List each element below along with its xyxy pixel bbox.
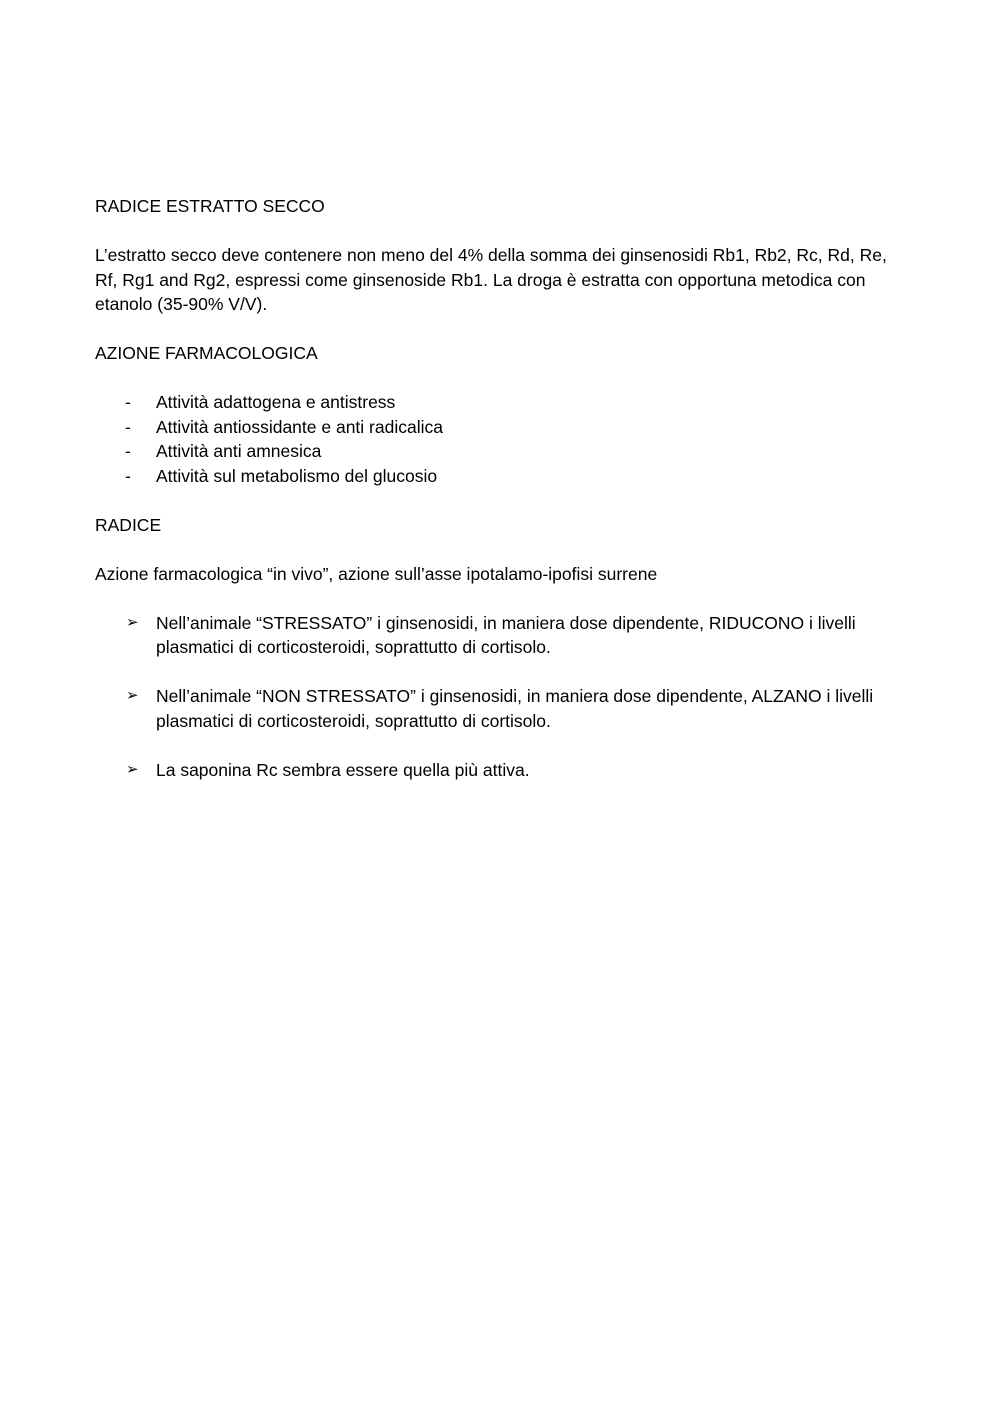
findings-list xyxy=(95,611,905,783)
list-item xyxy=(95,439,905,464)
list-item xyxy=(95,390,905,415)
list-item-text: Nell’animale “NON STRESSATO” i ginsenosidi, in maniera dose dipendente, ALZANO i livelli plasmatici di corticosteroidi, soprattutto di cortisolo. xyxy=(156,686,874,731)
section-heading-radice: RADICE xyxy=(95,514,162,535)
paragraph-estratto-secco: L’estratto secco deve contenere non meno del 4% della somma dei ginsenosidi Rb1, Rb2, Rc, Rd, Re, Rf, Rg1 and Rg2, espressi come ginsenoside Rb1. La droga è estratta con opportuna metodica con etanolo (35-90% V/V). xyxy=(95,245,887,314)
spacer xyxy=(95,219,905,244)
arrow-bullet-icon: ➢ xyxy=(126,760,139,778)
list-item-text: Attività anti amnesica xyxy=(156,441,322,461)
spacer xyxy=(95,586,905,611)
list-item xyxy=(95,415,905,440)
dash-bullet-icon: - xyxy=(125,392,131,412)
spacer xyxy=(95,488,905,513)
spacer xyxy=(95,366,905,391)
arrow-bullet-icon: ➢ xyxy=(126,613,139,631)
list-item xyxy=(95,611,905,660)
section-heading-radice-estratto-secco: RADICE ESTRATTO SECCO xyxy=(95,196,325,216)
list-item-text: Attività adattogena e antistress xyxy=(156,392,396,412)
list-item-text: Attività antiossidante e anti radicalica xyxy=(156,416,443,437)
list-item-text: Attività sul metabolismo del glucosio xyxy=(156,465,438,486)
activities-list xyxy=(95,390,905,488)
section-heading-azione-farmacologica: AZIONE FARMACOLOGICA xyxy=(95,343,318,363)
arrow-bullet-icon: ➢ xyxy=(126,687,139,704)
paragraph-azione-in-vivo: Azione farmacologica “in vivo”, azione sull’asse ipotalamo-ipofisi surrene xyxy=(95,563,658,584)
document-body xyxy=(95,194,905,782)
dash-bullet-icon: - xyxy=(125,416,131,437)
list-item-text: La saponina Rc sembra essere quella più attiva. xyxy=(156,759,530,780)
list-item xyxy=(95,684,905,733)
dash-bullet-icon: - xyxy=(125,441,131,461)
list-item xyxy=(95,464,905,489)
list-item xyxy=(95,758,905,783)
spacer xyxy=(95,537,905,562)
list-item-text: Nell’animale “STRESSATO” i ginsenosidi, in maniera dose dipendente, RIDUCONO i livelli plasmatici di corticosteroidi, soprattutto di cortisolo. xyxy=(156,612,856,657)
dash-bullet-icon: - xyxy=(125,465,131,486)
spacer xyxy=(95,317,905,342)
